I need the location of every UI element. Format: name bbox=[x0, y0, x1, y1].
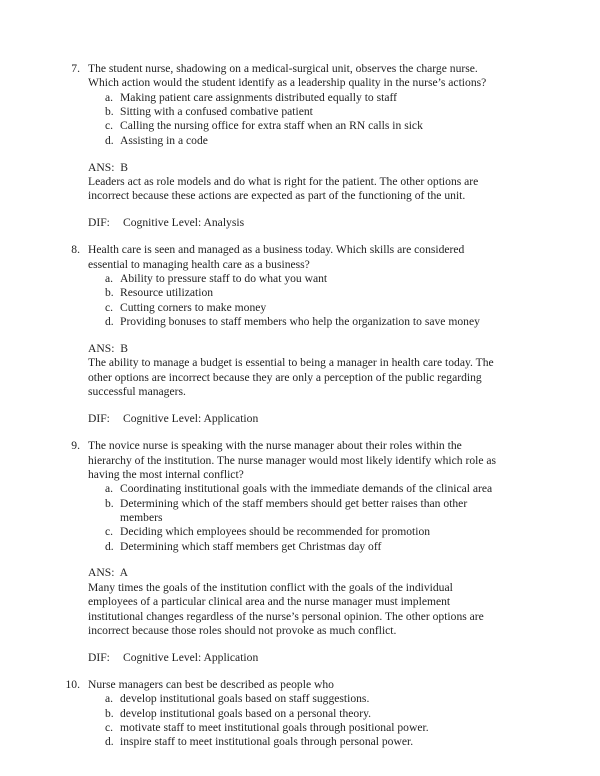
question-stem: The novice nurse is speaking with the nurse manager about their roles within the hierarchy of the institution. The nurse manager would most likely identify which role as having the most internal conflict? bbox=[88, 439, 497, 481]
answer-label: ANS: B bbox=[88, 342, 128, 355]
option-list bbox=[105, 272, 502, 329]
option-text: Determining which staff members get Christmas day off bbox=[120, 539, 382, 553]
option-text: Resource utilization bbox=[120, 286, 214, 300]
option-item bbox=[105, 286, 502, 300]
option-letter: d. bbox=[105, 315, 114, 329]
question-stem: Nurse managers can best be described as people who bbox=[88, 678, 334, 692]
question-number: 10. bbox=[65, 678, 80, 692]
question-number: 8. bbox=[71, 243, 80, 257]
question-stem-row bbox=[62, 62, 502, 91]
option-letter: b. bbox=[105, 105, 114, 119]
option-item bbox=[105, 301, 502, 315]
difficulty-value: Cognitive Level: Application bbox=[123, 411, 259, 425]
question-number: 7. bbox=[71, 62, 80, 75]
option-text: develop institutional goals based on staff suggestions. bbox=[120, 692, 370, 706]
option-item bbox=[105, 134, 502, 148]
option-letter: c. bbox=[105, 119, 114, 133]
option-list bbox=[105, 692, 502, 749]
question-stem-row bbox=[62, 243, 502, 272]
option-item bbox=[105, 119, 502, 133]
option-item bbox=[105, 540, 502, 554]
option-letter: d. bbox=[105, 735, 114, 749]
option-text: Providing bonuses to staff members who help the organization to save money bbox=[120, 315, 480, 329]
option-text: motivate staff to meet institutional goals through positional power. bbox=[120, 721, 429, 735]
question-list bbox=[62, 62, 502, 750]
option-letter: d. bbox=[105, 539, 114, 553]
question-stem-row bbox=[62, 678, 502, 692]
answer-rationale: The ability to manage a budget is essential to being a manager in health care today. The other options are incorrect because they are only a perception of the public regarding successful managers. bbox=[88, 356, 494, 399]
difficulty-key: DIF: bbox=[88, 411, 110, 425]
difficulty-line bbox=[88, 412, 502, 426]
option-text: Deciding which employees should be recommended for promotion bbox=[120, 525, 431, 539]
option-letter: c. bbox=[105, 525, 114, 539]
option-letter: a. bbox=[105, 90, 114, 104]
option-text: Calling the nursing office for extra staff when an RN calls in sick bbox=[120, 119, 423, 133]
option-item bbox=[105, 692, 502, 706]
option-text: Assisting in a code bbox=[120, 133, 208, 147]
option-item bbox=[105, 482, 502, 496]
difficulty-key: DIF: bbox=[88, 216, 110, 230]
difficulty-value: Cognitive Level: Analysis bbox=[123, 216, 245, 230]
option-item bbox=[105, 707, 502, 721]
option-letter: c. bbox=[105, 300, 114, 314]
option-letter: b. bbox=[105, 286, 114, 300]
option-text: develop institutional goals based on a personal theory. bbox=[120, 706, 372, 720]
answer-rationale: Leaders act as role models and do what is right for the patient. The other options are incorrect because these actions are expected as part of the functioning of the unit. bbox=[88, 174, 479, 203]
difficulty-line bbox=[88, 216, 502, 230]
question-block bbox=[62, 62, 502, 230]
option-letter: a. bbox=[105, 272, 114, 286]
difficulty-line bbox=[88, 651, 502, 665]
answer-block bbox=[88, 342, 502, 399]
option-text: inspire staff to meet institutional goals through personal power. bbox=[120, 735, 414, 749]
option-letter: b. bbox=[105, 706, 114, 720]
answer-block bbox=[88, 566, 502, 638]
question-number: 9. bbox=[71, 439, 80, 453]
option-text: Coordinating institutional goals with the immediate demands of the clinical area bbox=[120, 482, 493, 496]
option-letter: b. bbox=[105, 496, 114, 510]
question-stem: Health care is seen and managed as a business today. Which skills are considered essential to managing health care as a business? bbox=[88, 243, 465, 271]
answer-label: ANS: A bbox=[88, 566, 128, 580]
option-list bbox=[105, 482, 502, 554]
question-block bbox=[62, 439, 502, 665]
option-letter: c. bbox=[105, 721, 114, 735]
difficulty-value: Cognitive Level: Application bbox=[123, 650, 259, 664]
answer-label: ANS: B bbox=[88, 160, 128, 174]
option-item bbox=[105, 525, 502, 539]
option-item bbox=[105, 497, 502, 526]
question-block bbox=[62, 243, 502, 426]
option-text: Sitting with a confused combative patient bbox=[120, 105, 313, 119]
option-text: Ability to pressure staff to do what you want bbox=[120, 272, 328, 286]
answer-block bbox=[88, 161, 502, 204]
option-item bbox=[105, 315, 502, 329]
option-list bbox=[105, 91, 502, 148]
option-item bbox=[105, 272, 502, 286]
question-block bbox=[62, 678, 502, 750]
question-stem-row bbox=[62, 439, 502, 482]
difficulty-key: DIF: bbox=[88, 650, 110, 664]
option-letter: d. bbox=[105, 133, 114, 147]
option-item bbox=[105, 91, 502, 105]
option-text: Cutting corners to make money bbox=[120, 300, 267, 314]
question-stem: The student nurse, shadowing on a medical-surgical unit, observes the charge nurse. Which action would the student identify as a leadership quality in the nurse’s actions? bbox=[88, 62, 487, 90]
option-text: Determining which of the staff members should get better raises than other members bbox=[120, 496, 468, 524]
answer-rationale: Many times the goals of the institution conflict with the goals of the individual employees of a particular clinical area and the nurse manager must implement institutional changes regardless of the nurse’s personal opinion. The other options are incorrect because those roles should not provoke as much conflict. bbox=[88, 580, 484, 637]
option-letter: a. bbox=[105, 482, 114, 496]
option-item bbox=[105, 735, 502, 749]
option-letter: a. bbox=[105, 692, 114, 706]
option-item bbox=[105, 105, 502, 119]
option-item bbox=[105, 721, 502, 735]
option-text: Making patient care assignments distributed equally to staff bbox=[120, 90, 398, 104]
